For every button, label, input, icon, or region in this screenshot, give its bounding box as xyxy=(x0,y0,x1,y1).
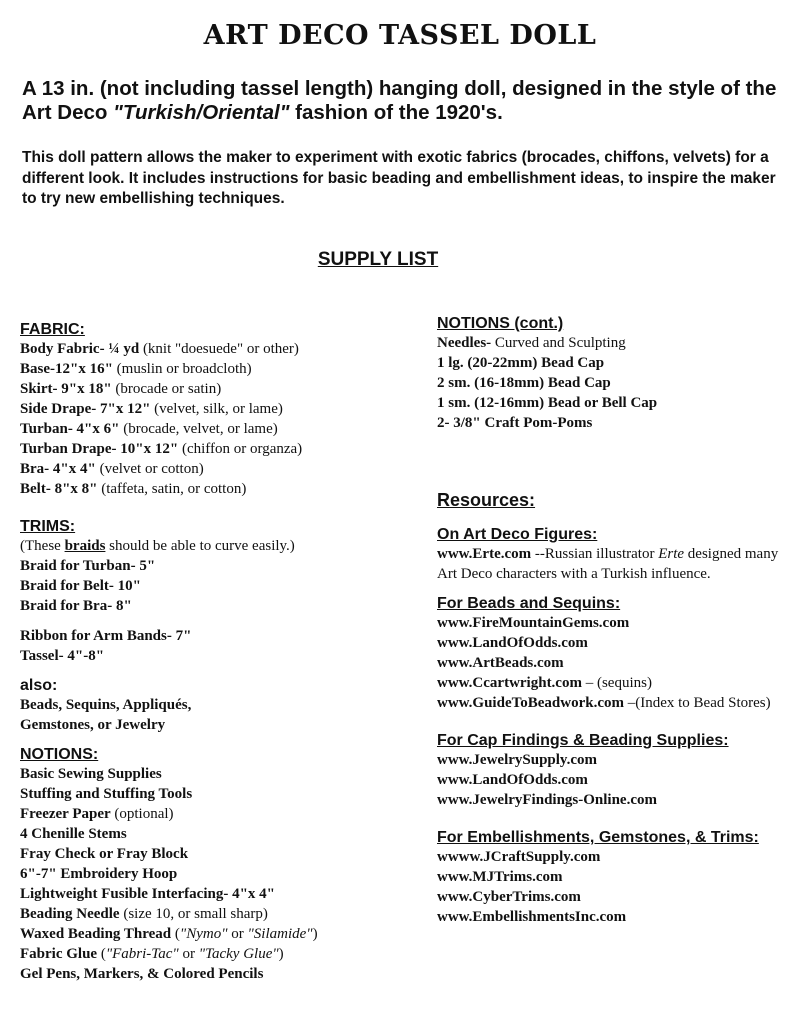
trims-note-braids: braids xyxy=(64,538,106,554)
paren: ( xyxy=(97,946,106,962)
resource-link[interactable]: www.FireMountainGems.com xyxy=(437,615,630,631)
resource-note: – (sequins) xyxy=(581,675,652,691)
notion-item xyxy=(20,964,420,984)
conjunction: or xyxy=(178,946,199,962)
fabric-item-note: (knit "doesuede" or other) xyxy=(139,341,299,357)
trim-item xyxy=(20,556,420,576)
fabric-item-name: Belt- 8"x 8" xyxy=(20,481,98,497)
notion-item-name: Fabric Glue xyxy=(20,946,98,962)
paren: ( xyxy=(171,926,180,942)
notion-item-name: 2- 3/8" Craft Pom-Poms xyxy=(437,415,593,431)
resource-link-row xyxy=(437,693,792,713)
brand-name: "Fabri-Tac" xyxy=(105,946,179,962)
supply-list-heading: SUPPLY LIST xyxy=(317,249,439,270)
paren: ) xyxy=(312,926,318,942)
notion-item xyxy=(20,804,420,824)
resource-link[interactable]: www.EmbellishmentsInc.com xyxy=(437,909,627,925)
resource-link-row xyxy=(437,750,792,770)
beads-heading: For Beads and Sequins: xyxy=(437,595,621,612)
page-title: ART DECO TASSEL DOLL xyxy=(203,20,597,51)
notion-item xyxy=(20,904,420,924)
fabric-item-note: (velvet, silk, or lame) xyxy=(150,401,283,417)
trims-note-a: (These xyxy=(20,538,65,554)
resource-link[interactable]: www.ArtBeads.com xyxy=(437,655,564,671)
notion-item xyxy=(20,884,420,904)
trim-item xyxy=(20,646,420,666)
resource-note: –(Index to Bead Stores) xyxy=(623,695,771,711)
resource-link[interactable]: wwww.JCraftSupply.com xyxy=(437,849,601,865)
notion-item xyxy=(20,824,420,844)
fabric-item xyxy=(20,479,420,499)
brand-name: "Silamide" xyxy=(247,926,313,942)
fabric-item xyxy=(20,359,420,379)
bead-cap-name: Bead Cap xyxy=(547,375,611,391)
trim-item-text: Braid for Turban- 5" xyxy=(20,558,156,574)
resource-link[interactable]: www.Ccartwright.com xyxy=(437,675,582,691)
resource-link-row xyxy=(437,790,792,810)
trim-item xyxy=(20,576,420,596)
fabric-item-note: (taffeta, satin, or cotton) xyxy=(97,481,247,497)
notion-item-name: Freezer Paper xyxy=(20,806,111,822)
trims-note xyxy=(20,536,420,556)
fabric-item xyxy=(20,339,420,359)
also-item-text: Gemstones, or Jewelry xyxy=(20,717,166,733)
fabric-item-name: Body Fabric- ¼ yd xyxy=(20,341,140,357)
notion-item xyxy=(20,844,420,864)
bead-cap-qty: 1 lg. xyxy=(437,355,464,371)
bead-cap-size: (20-22mm) xyxy=(463,355,542,371)
figures-text-a: --Russian illustrator xyxy=(531,546,659,562)
erte-link[interactable]: www.Erte.com xyxy=(437,546,532,562)
resource-link-row xyxy=(437,673,792,693)
notion-item xyxy=(20,864,420,884)
fabric-item-note: (chiffon or organza) xyxy=(178,441,303,457)
notion-item xyxy=(20,944,420,964)
notion-item xyxy=(20,924,420,944)
notion-item-name: Stuffing and Stuffing Tools xyxy=(20,786,193,802)
bead-cap-size: (12-16mm) xyxy=(470,395,548,411)
figures-text-c: designed many Art Deco characters with a Turkish influence. xyxy=(437,546,779,582)
notion-item xyxy=(437,413,792,433)
fabric-item-name: Turban Drape- 10"x 12" xyxy=(20,441,179,457)
fabric-heading: FABRIC: xyxy=(20,321,85,338)
brand-name: "Tacky Glue" xyxy=(198,946,279,962)
fabric-item xyxy=(20,379,420,399)
fabric-item xyxy=(20,459,420,479)
notion-item-note: (optional) xyxy=(110,806,174,822)
bead-cap-name: Bead Cap xyxy=(541,355,605,371)
caps-heading: For Cap Findings & Beading Supplies: xyxy=(437,732,729,749)
trim-item-text: Tassel- 4"-8" xyxy=(20,648,105,664)
figures-heading: On Art Deco Figures: xyxy=(437,526,598,543)
trims-heading: TRIMS: xyxy=(20,518,76,535)
bead-cap-qty: 2 sm. xyxy=(437,375,471,391)
fabric-item-name: Turban- 4"x 6" xyxy=(20,421,120,437)
bead-cap-size: (16-18mm) xyxy=(470,375,548,391)
notion-item-name: Gel Pens, Markers, & Colored Pencils xyxy=(20,966,264,982)
fabric-item xyxy=(20,419,420,439)
paren: ) xyxy=(278,946,284,962)
bead-cap-item xyxy=(437,393,792,413)
embellish-heading: For Embellishments, Gemstones, & Trims: xyxy=(437,829,759,846)
resource-link-row xyxy=(437,770,792,790)
description-paragraph: This doll pattern allows the maker to experiment with exotic fabrics (brocades, chiffons, velvets) for a different look. It includes instructions for basic beading and embellishment ideas, to inspire the maker to try new embellishing techniques. xyxy=(22,149,776,207)
fabric-item-name: Base-12"x 16" xyxy=(20,361,113,377)
fabric-item-note: (velvet or cotton) xyxy=(95,461,204,477)
bead-cap-item xyxy=(437,353,792,373)
resource-link[interactable]: www.CyberTrims.com xyxy=(437,889,581,905)
also-heading: also: xyxy=(20,677,58,694)
also-item xyxy=(20,695,420,715)
resource-link[interactable]: www.LandOfOdds.com xyxy=(437,635,588,651)
intro-text-c: fashion of the 1920's. xyxy=(289,101,503,124)
resource-link-row xyxy=(437,907,792,927)
resource-link[interactable]: www.MJTrims.com xyxy=(437,869,563,885)
notion-item-name: Lightweight Fusible Interfacing- 4"x 4" xyxy=(20,886,275,902)
trim-item-text: Braid for Bra- 8" xyxy=(20,598,132,614)
also-item xyxy=(20,715,420,735)
trim-item xyxy=(20,626,420,646)
fabric-item xyxy=(20,399,420,419)
bead-cap-name: Bead or Bell Cap xyxy=(547,395,658,411)
fabric-item-note: (brocade, velvet, or lame) xyxy=(119,421,278,437)
resource-link[interactable]: www.GuideToBeadwork.com xyxy=(437,695,624,711)
left-column xyxy=(20,320,420,984)
fabric-list xyxy=(20,339,420,499)
notion-item-note: (size 10, or small sharp) xyxy=(119,906,268,922)
notion-item-name: Needles- xyxy=(437,335,492,351)
notions-cont-heading: NOTIONS (cont.) xyxy=(437,315,564,332)
notion-item xyxy=(437,333,792,353)
notion-item-note: Curved and Sculpting xyxy=(491,335,626,351)
notion-item xyxy=(20,764,420,784)
fabric-item-name: Side Drape- 7"x 12" xyxy=(20,401,151,417)
resource-link-row xyxy=(437,633,792,653)
fabric-item-note: (muslin or broadcloth) xyxy=(112,361,252,377)
also-item-text: Beads, Sequins, Appliqués, xyxy=(20,697,192,713)
right-column xyxy=(437,314,792,927)
resource-link[interactable]: www.JewelrySupply.com xyxy=(437,752,598,768)
bead-cap-qty: 1 sm. xyxy=(437,395,471,411)
fabric-item-name: Bra- 4"x 4" xyxy=(20,461,96,477)
notion-item-name: Fray Check or Fray Block xyxy=(20,846,189,862)
resources-heading: Resources: xyxy=(437,490,536,510)
brand-name: "Nymo" xyxy=(179,926,228,942)
trim-item-text: Braid for Belt- 10" xyxy=(20,578,141,594)
resource-link-row xyxy=(437,653,792,673)
resource-link-row xyxy=(437,887,792,907)
conjunction: or xyxy=(227,926,248,942)
intro-style: "Turkish/Oriental" xyxy=(113,101,290,124)
trim-item xyxy=(20,596,420,616)
figures-text xyxy=(437,544,792,584)
fabric-item-note: (brocade or satin) xyxy=(111,381,222,397)
notion-item-name: Waxed Beading Thread xyxy=(20,926,172,942)
trims-note-c: should be able to curve easily.) xyxy=(105,538,295,554)
notion-item-name: Basic Sewing Supplies xyxy=(20,766,162,782)
resource-link[interactable]: www.LandOfOdds.com xyxy=(437,772,588,788)
intro-text-a: A 13 in. (not including tassel length) hanging doll, designed in the style of the Art Deco xyxy=(22,77,777,124)
trim-item-text: Ribbon for Arm Bands- 7" xyxy=(20,628,192,644)
bead-cap-item xyxy=(437,373,792,393)
notion-item-name: 4 Chenille Stems xyxy=(20,826,127,842)
notions-heading: NOTIONS: xyxy=(20,746,99,763)
figures-text-erte: Erte xyxy=(658,546,685,562)
resource-link-row xyxy=(437,867,792,887)
resource-link-row xyxy=(437,847,792,867)
resource-link-row xyxy=(437,613,792,633)
fabric-item-name: Skirt- 9"x 18" xyxy=(20,381,112,397)
resource-link[interactable]: www.JewelryFindings-Online.com xyxy=(437,792,657,808)
intro-paragraph xyxy=(22,77,792,125)
fabric-item xyxy=(20,439,420,459)
notion-item-name: Beading Needle xyxy=(20,906,120,922)
notion-item xyxy=(20,784,420,804)
notion-item-name: 6"-7" Embroidery Hoop xyxy=(20,866,178,882)
